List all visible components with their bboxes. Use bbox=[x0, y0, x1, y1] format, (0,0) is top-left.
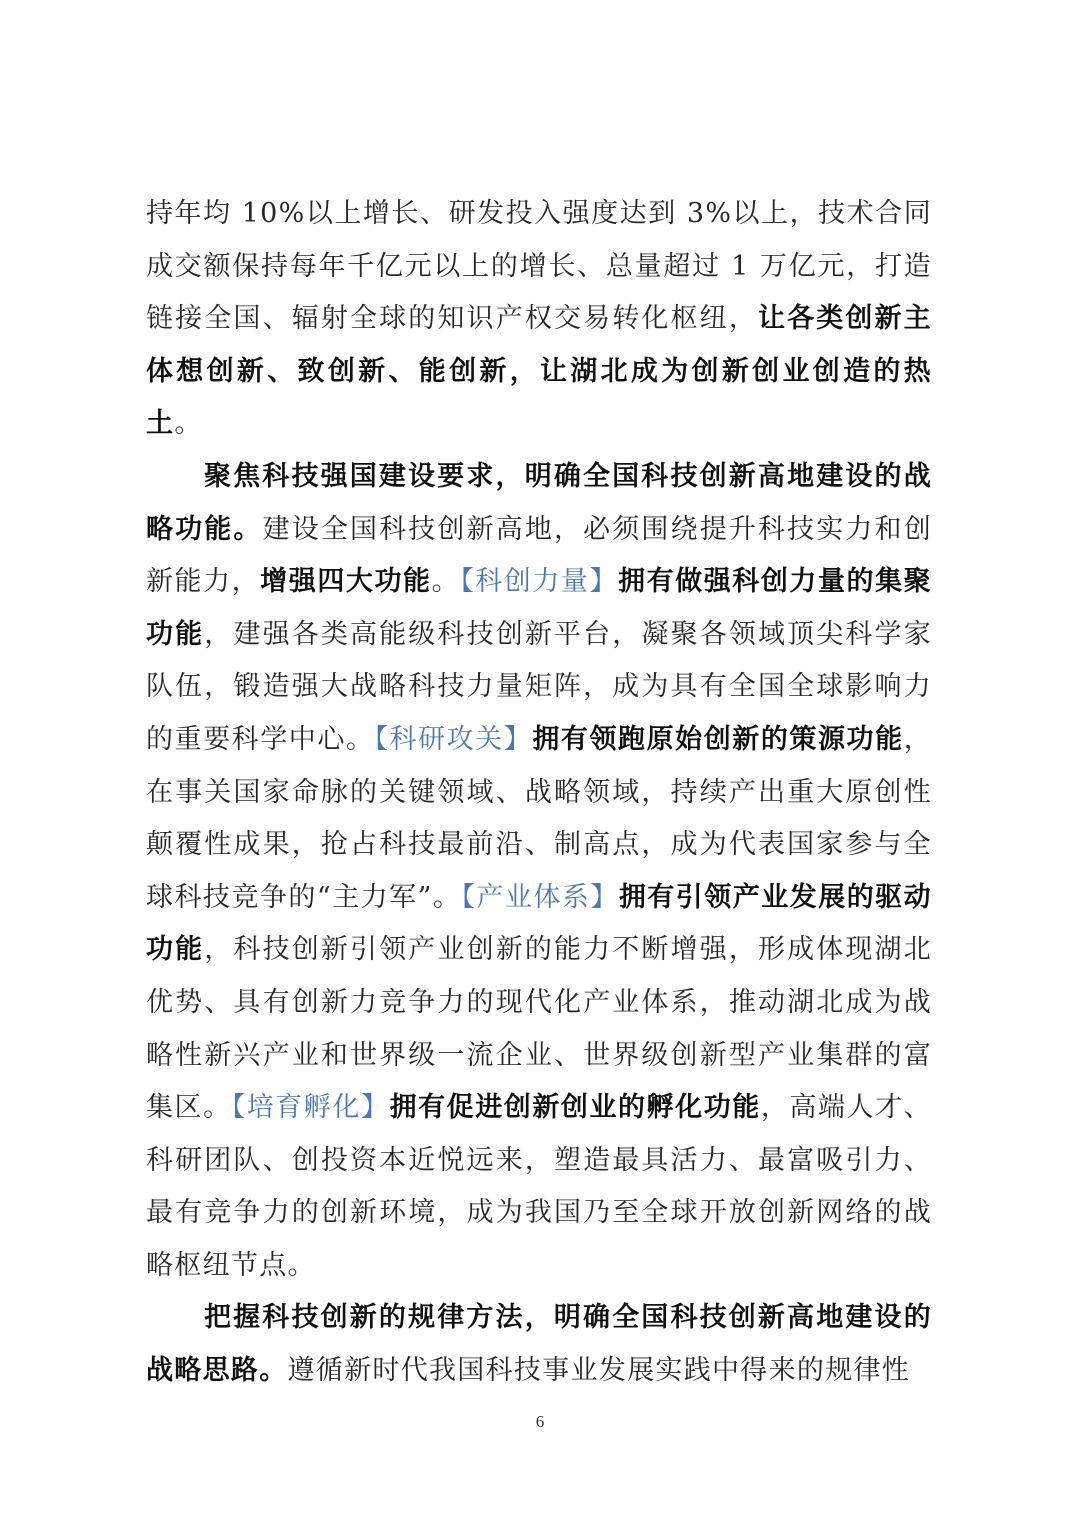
bold-run: 聚焦科技强国建设要求，明确全国科技创新高地建设的战略功能。 bbox=[146, 460, 932, 545]
run: ，科技创新引领产业创新的能力不断增强，形成体现湖北优势、具有创新力竞争力的现代化产业体系，推动湖北成为战略性新兴产业和世界级一流企业、世界级创新型产业集群的富集区。 bbox=[146, 934, 933, 1124]
run: 遵循新时代我国科技事业发展实践中得来的规律性 bbox=[287, 1355, 911, 1387]
paragraph-1 bbox=[146, 188, 932, 451]
section-tag: 【科创力量】 bbox=[460, 566, 619, 598]
run: ，建强各类高能级科技创新平台，凝聚各领域顶尖科学家队伍，锻造强大战略科技力量矩阵，成为具有全国全球影响力的重要科学中心。 bbox=[146, 618, 933, 755]
bold-run: 让各类创新主体想创新、致创新、能创新，让湖北成为创新创业创造的热土 bbox=[146, 303, 932, 440]
bold-run: 拥有促进创新创业的孵化功能 bbox=[389, 1092, 761, 1124]
run: ，高端人才、科研团队、创投资本近悦远来，塑造最具活力、最富吸引力、最有竞争力的创新环境，成为我国乃至全球开放创新网络的战略枢纽节点。 bbox=[146, 1092, 932, 1281]
section-tag: 【产业体系】 bbox=[461, 881, 619, 913]
bold-run: 把握科技创新的规律方法，明确全国科技创新高地建设的战略思路。 bbox=[146, 1302, 932, 1387]
bold-run: 增强四大功能 bbox=[260, 566, 432, 598]
body-text bbox=[146, 188, 932, 1398]
run: 建设全国科技创新高地，必须围绕提升科技实力和创新能力， bbox=[146, 513, 932, 598]
section-tag: 【培育孵化】 bbox=[231, 1092, 390, 1124]
run: 。 bbox=[174, 408, 203, 440]
run: 持年均 10%以上增长、研发投入强度达到 3%以上，技术合同成交额保持每年千亿元以上的增长、总量超过 1 万亿元，打造链接全国、辐射全球的知识产权交易转化枢纽， bbox=[146, 198, 932, 335]
run: 。 bbox=[431, 566, 461, 598]
section-tag: 【科研攻关】 bbox=[374, 723, 533, 755]
bold-run: 拥有领跑原始创新的策源功能 bbox=[532, 723, 904, 755]
bold-run: 拥有引领产业发展的驱动功能 bbox=[146, 881, 932, 966]
run: ，在事关国家命脉的关键领域、战略领域，持续产出重大原创性颠覆性成果，抢占科技最前沿、制高点，成为代表国家参与全球科技竞争的“主力军”。 bbox=[146, 723, 932, 913]
page-number: 6 bbox=[535, 1412, 545, 1431]
paragraph-3 bbox=[146, 1292, 932, 1397]
paragraph-2 bbox=[146, 451, 932, 1293]
bold-run: 拥有做强科创力量的集聚功能 bbox=[146, 566, 932, 650]
